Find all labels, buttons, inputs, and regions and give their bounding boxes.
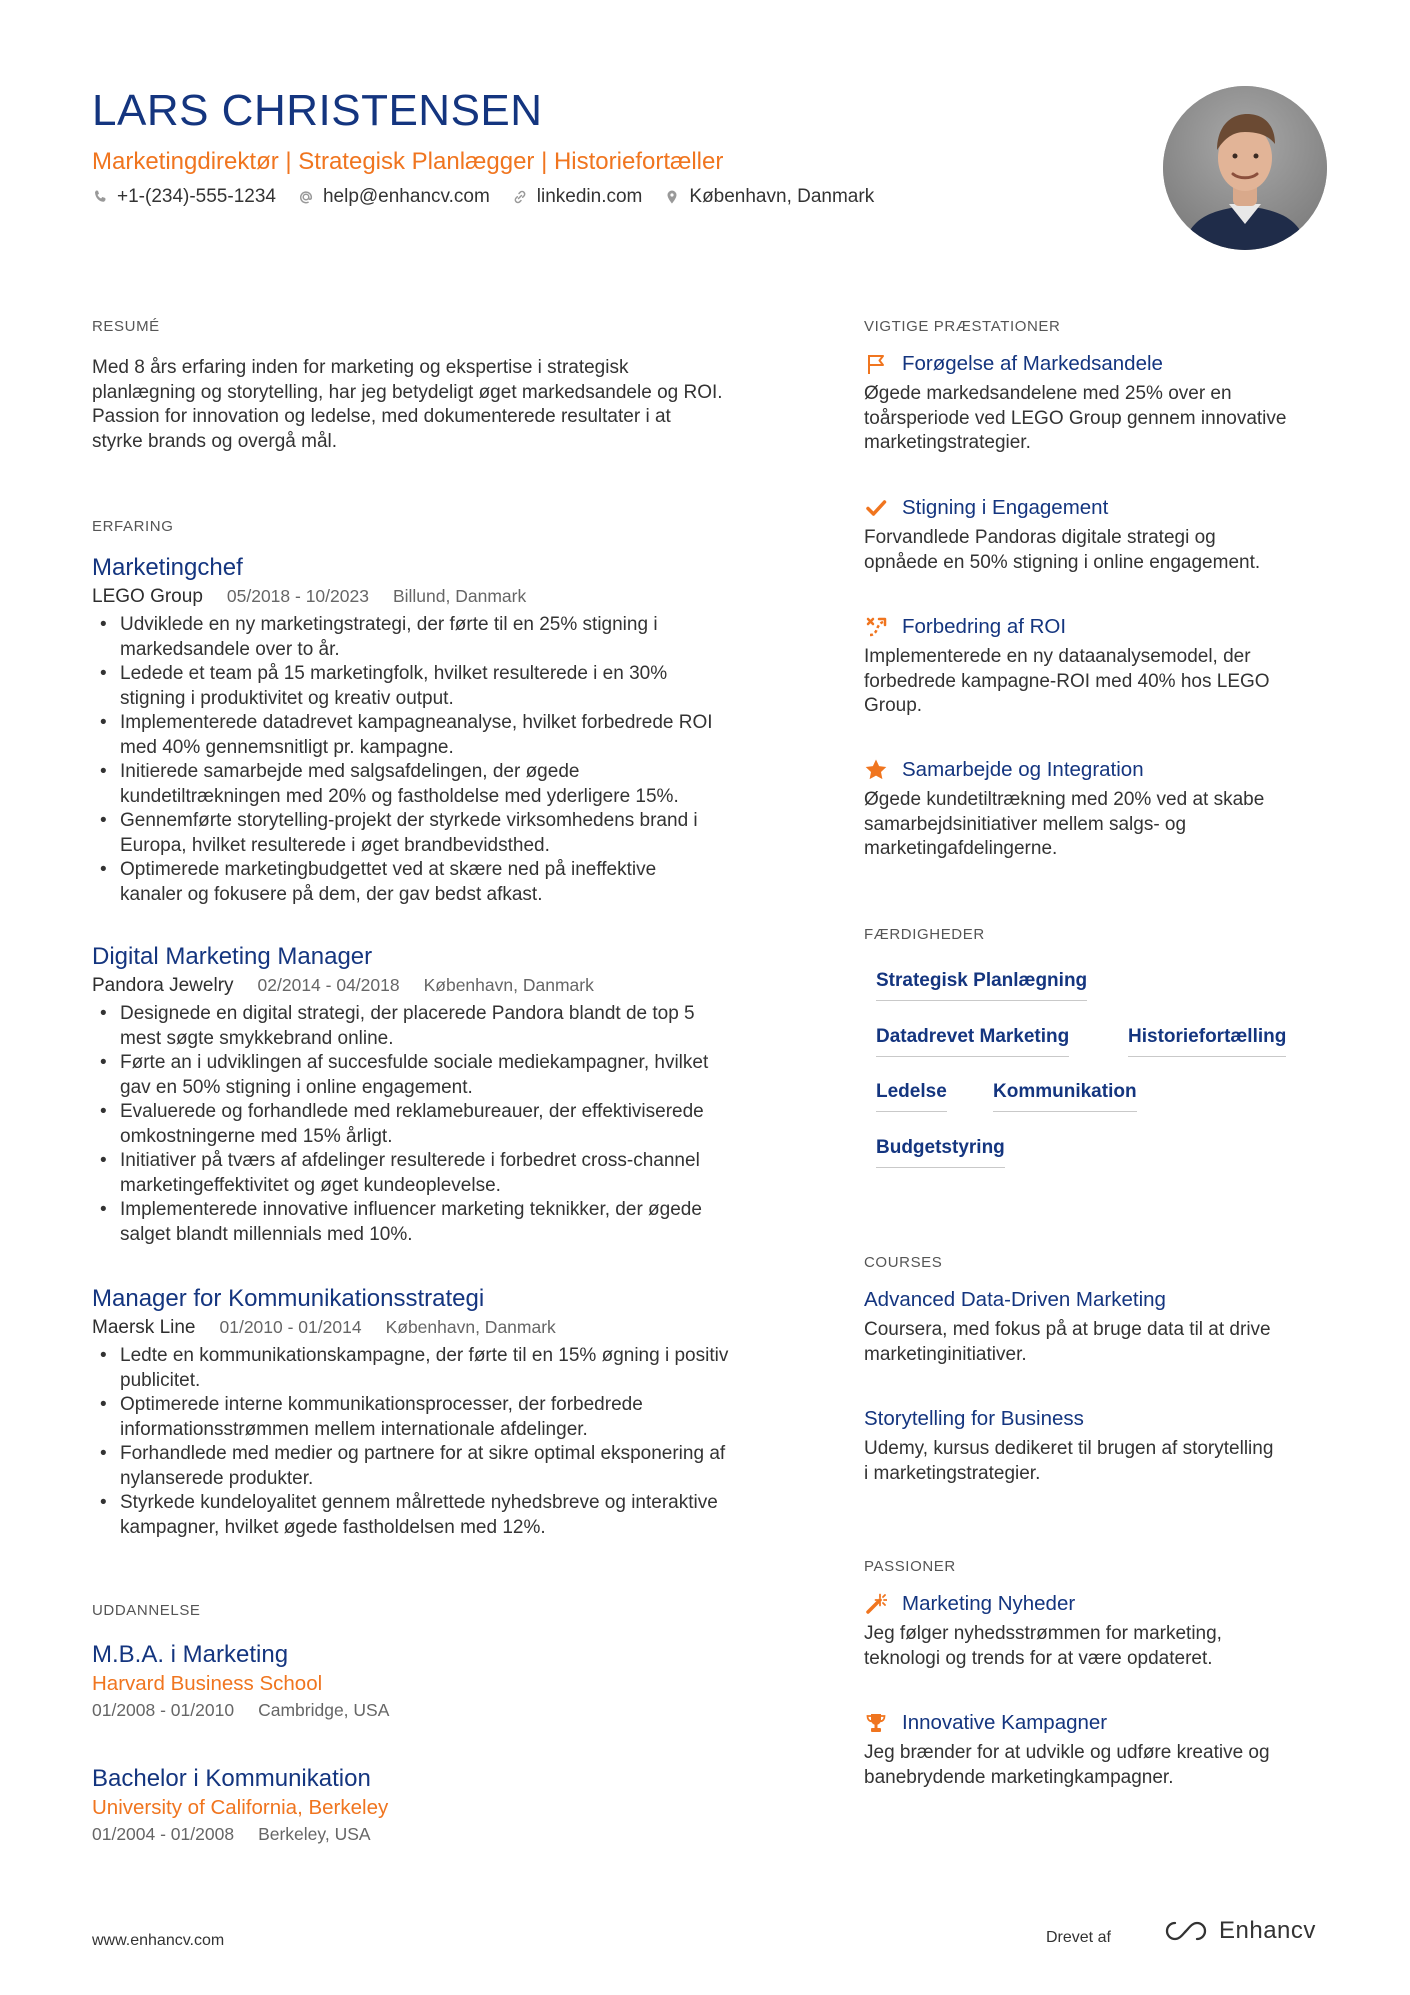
phone-icon xyxy=(92,189,108,205)
achievement-description: Øgede markedsandelene med 25% over en toårsperiode ved LEGO Group gennem innovative marketingstrategier. xyxy=(864,383,1287,453)
bullet-item: • Ledte en kommunikationskampagne, der førte til en 15% øgning i positiv publicitet. xyxy=(92,1344,792,1393)
summary-line: planlægning og storytelling, har jeg betydeligt øget markedsandele og ROI. xyxy=(92,381,723,403)
achievements-section xyxy=(864,318,1334,335)
achievement-description: Implementerede en ny dataanalysemodel, der forbedrede kampagne-ROI med 40% hos LEGO Group. xyxy=(864,646,1270,716)
bullet-item: • Initierede samarbejde med salgsafdelingen, der øgede kundetiltrækningen med 20% og fastholdelse med yderligere 15%. xyxy=(92,760,792,809)
skill-tag: Historiefortælling xyxy=(1128,1026,1286,1057)
achievement-description: Forvandlede Pandoras digitale strategi og opnåede en 50% stigning i online engagement. xyxy=(864,527,1261,573)
courses-heading: COURSES xyxy=(864,1254,943,1271)
job-meta xyxy=(92,972,792,999)
summary-text xyxy=(92,356,792,454)
passion-header xyxy=(864,1709,1334,1737)
job-entry xyxy=(92,553,792,907)
experience-section xyxy=(92,518,792,535)
degree-title: Bachelor i Kommunikation xyxy=(92,1765,371,1792)
education-meta xyxy=(92,1822,792,1846)
course-title: Storytelling for Business xyxy=(864,1407,1084,1430)
enhancv-logo-text: Enhancv xyxy=(1219,1917,1316,1944)
phone-text: +1-(234)-555-1234 xyxy=(117,186,276,207)
bullet-item: • Udviklede en ny marketingstrategi, der førte til en 25% stigning i markedsandele over to år. xyxy=(92,613,792,662)
degree-title: M.B.A. i Marketing xyxy=(92,1641,289,1668)
bullet-item: • Initiativer på tværs af afdelinger resulterede i forbedret cross-channel marketingeffektivitet og øget kundeoplevelse. xyxy=(92,1149,792,1198)
achievement-title: Stigning i Engagement xyxy=(902,496,1109,519)
achievement-item xyxy=(864,494,1334,575)
achievement-title: Forøgelse af Markedsandele xyxy=(902,352,1163,375)
job-bullets xyxy=(92,1344,792,1540)
skill-tag: Kommunikation xyxy=(993,1081,1137,1112)
passion-header xyxy=(864,1590,1334,1618)
job-dates: 01/2010 - 01/2014 xyxy=(219,1317,362,1337)
achievement-header xyxy=(864,494,1334,522)
bullet-item: • Styrkede kundeloyalitet gennem målrettede nyhedsbreve og interaktive kampagner, hvilket øgede fastholdelsen med 12%. xyxy=(92,1491,792,1540)
skills-section xyxy=(864,926,1334,943)
job-company: LEGO Group xyxy=(92,586,203,607)
skill-tag: Strategisk Planlægning xyxy=(876,970,1087,1001)
bullet-item: • Optimerede marketingbudgettet ved at skære ned på ineffektive kanaler og fokusere på dem, der gav bedst afkast. xyxy=(92,858,792,907)
linkedin-text: linkedin.com xyxy=(536,186,643,207)
course-description: Coursera, med fokus på at bruge data til at drive marketinginitiativer. xyxy=(864,1319,1271,1365)
profile-photo-image xyxy=(1163,86,1327,250)
candidate-subtitle: Marketingdirektør | Strategisk Planlægger | Historiefortæller xyxy=(92,148,724,175)
footer-powered-by: Drevet af xyxy=(1046,1929,1111,1946)
job-title: Digital Marketing Manager xyxy=(92,943,373,970)
bullet-item: • Optimerede interne kommunikationsprocesser, der forbedrede informationsstrømmen mellem internationale afdelinger. xyxy=(92,1393,792,1442)
school-name: Harvard Business School xyxy=(92,1672,323,1695)
job-title: Manager for Kommunikationsstrategi xyxy=(92,1285,485,1312)
passion-item xyxy=(864,1709,1334,1790)
achievement-title: Samarbejde og Integration xyxy=(902,758,1144,781)
bullet-item: • Ledede et team på 15 marketingfolk, hvilket resulterede i en 30% stigning i produktivitet og kreativ output. xyxy=(92,662,792,711)
bullet-item: • Forhandlede med medier og partnere for at sikre optimal eksponering af nylanserede produkter. xyxy=(92,1442,792,1491)
summary-line: Passion for innovation og ledelse, med dokumenterede resultater i at xyxy=(92,406,671,427)
enhancv-logo-icon xyxy=(1163,1919,1209,1943)
enhancv-logo[interactable] xyxy=(1163,1917,1316,1945)
skills-heading: FÆRDIGHEDER xyxy=(864,926,985,943)
education-dates: 01/2008 - 01/2010 xyxy=(92,1700,235,1720)
job-dates: 02/2014 - 04/2018 xyxy=(257,975,400,995)
achievement-item xyxy=(864,756,1334,862)
achievement-title: Forbedring af ROI xyxy=(902,615,1067,638)
magic-wand-icon xyxy=(864,1592,888,1616)
passions-section xyxy=(864,1558,1334,1575)
strategy-icon xyxy=(864,615,888,639)
course-title: Advanced Data-Driven Marketing xyxy=(864,1288,1166,1311)
achievement-header xyxy=(864,613,1334,641)
contact-location xyxy=(664,186,874,208)
achievement-item xyxy=(864,613,1334,719)
bullet-item: • Designede en digital strategi, der placerede Pandora blandt de top 5 mest søgte smykkebrand online. xyxy=(92,1002,792,1051)
contact-phone xyxy=(92,186,276,208)
passions-heading: PASSIONER xyxy=(864,1558,956,1575)
contact-linkedin[interactable] xyxy=(512,186,643,208)
education-entry xyxy=(92,1640,792,1722)
education-location: Berkeley, USA xyxy=(258,1824,371,1844)
passion-item xyxy=(864,1590,1334,1671)
job-bullets xyxy=(92,613,792,907)
summary-line: styrke brands og overgå mål. xyxy=(92,430,338,452)
education-entry xyxy=(92,1764,792,1846)
course-description: Udemy, kursus dedikeret til brugen af storytelling i marketingstrategier. xyxy=(864,1438,1274,1484)
candidate-name: LARS CHRISTENSEN xyxy=(92,86,543,135)
skills-list xyxy=(864,962,1334,1162)
at-icon xyxy=(298,189,314,205)
contact-row xyxy=(92,186,874,208)
contact-email[interactable] xyxy=(298,186,490,208)
profile-photo xyxy=(1163,86,1327,250)
bullet-item: • Førte an i udviklingen af succesfulde sociale mediekampagner, hvilket gav en 50% stigning i online engagement. xyxy=(92,1051,792,1100)
job-entry xyxy=(92,942,792,1247)
job-company: Maersk Line xyxy=(92,1317,196,1338)
job-company: Pandora Jewelry xyxy=(92,975,234,996)
job-dates: 05/2018 - 10/2023 xyxy=(226,586,369,606)
bullet-item: • Evaluerede og forhandlede med reklamebureauer, der effektiviserede omkostningerne med 15% årligt. xyxy=(92,1100,792,1149)
location-pin-icon xyxy=(664,189,680,205)
flag-icon xyxy=(864,352,888,376)
footer-website-link[interactable]: www.enhancv.com xyxy=(92,1932,225,1949)
summary-section xyxy=(92,318,792,454)
passion-description: Jeg følger nyhedsstrømmen for marketing, teknologi og trends for at være opdateret. xyxy=(864,1623,1222,1669)
job-meta xyxy=(92,1314,792,1341)
education-dates: 01/2004 - 01/2008 xyxy=(92,1824,235,1844)
bullet-item: • Implementerede datadrevet kampagneanalyse, hvilket forbedrede ROI med 40% gennemsnitligt pr. kampagne. xyxy=(92,711,792,760)
trophy-icon xyxy=(864,1711,888,1735)
education-heading: UDDANNELSE xyxy=(92,1602,201,1619)
checkmark-icon xyxy=(864,496,888,520)
achievement-header xyxy=(864,350,1334,378)
education-location: Cambridge, USA xyxy=(258,1700,390,1720)
job-bullets xyxy=(92,1002,792,1247)
job-location: København, Danmark xyxy=(423,975,594,995)
job-location: Billund, Danmark xyxy=(392,586,527,606)
bullet-item: • Gennemførte storytelling-projekt der styrkede virksomhedens brand i Europa, hvilket resulterede i øget brandbevidsthed. xyxy=(92,809,792,858)
link-icon xyxy=(512,189,528,205)
star-icon xyxy=(864,758,888,782)
summary-line: Med 8 års erfaring inden for marketing og ekspertise i strategisk xyxy=(92,357,629,378)
education-meta xyxy=(92,1698,792,1722)
bullet-item: • Implementerede innovative influencer marketing teknikker, der øgede salget blandt millennials med 10%. xyxy=(92,1198,792,1247)
course-item xyxy=(864,1405,1334,1486)
job-entry xyxy=(92,1284,792,1540)
achievements-heading: VIGTIGE PRÆSTATIONER xyxy=(864,318,1061,335)
education-section xyxy=(92,1602,792,1619)
school-name: University of California, Berkeley xyxy=(92,1796,389,1819)
achievement-description: Øgede kundetiltrækning med 20% ved at skabe samarbejdsinitiativer mellem salgs- og marketingafdelingerne. xyxy=(864,789,1265,859)
job-location: København, Danmark xyxy=(385,1317,556,1337)
achievement-item xyxy=(864,350,1334,456)
passion-title: Innovative Kampagner xyxy=(902,1711,1108,1734)
location-text: København, Danmark xyxy=(689,186,875,207)
job-title: Marketingchef xyxy=(92,554,243,581)
email-text: help@enhancv.com xyxy=(322,186,490,207)
passion-title: Marketing Nyheder xyxy=(902,1592,1076,1615)
summary-heading: RESUMÉ xyxy=(92,318,160,335)
experience-heading: ERFARING xyxy=(92,518,174,535)
job-meta xyxy=(92,583,792,610)
course-item xyxy=(864,1286,1334,1367)
courses-section xyxy=(864,1254,1334,1271)
skill-tag: Ledelse xyxy=(876,1081,947,1112)
skill-tag: Datadrevet Marketing xyxy=(876,1026,1069,1057)
achievement-header xyxy=(864,756,1334,784)
skill-tag: Budgetstyring xyxy=(876,1137,1005,1168)
passion-description: Jeg brænder for at udvikle og udføre kreative og banebrydende marketingkampagner. xyxy=(864,1742,1270,1788)
